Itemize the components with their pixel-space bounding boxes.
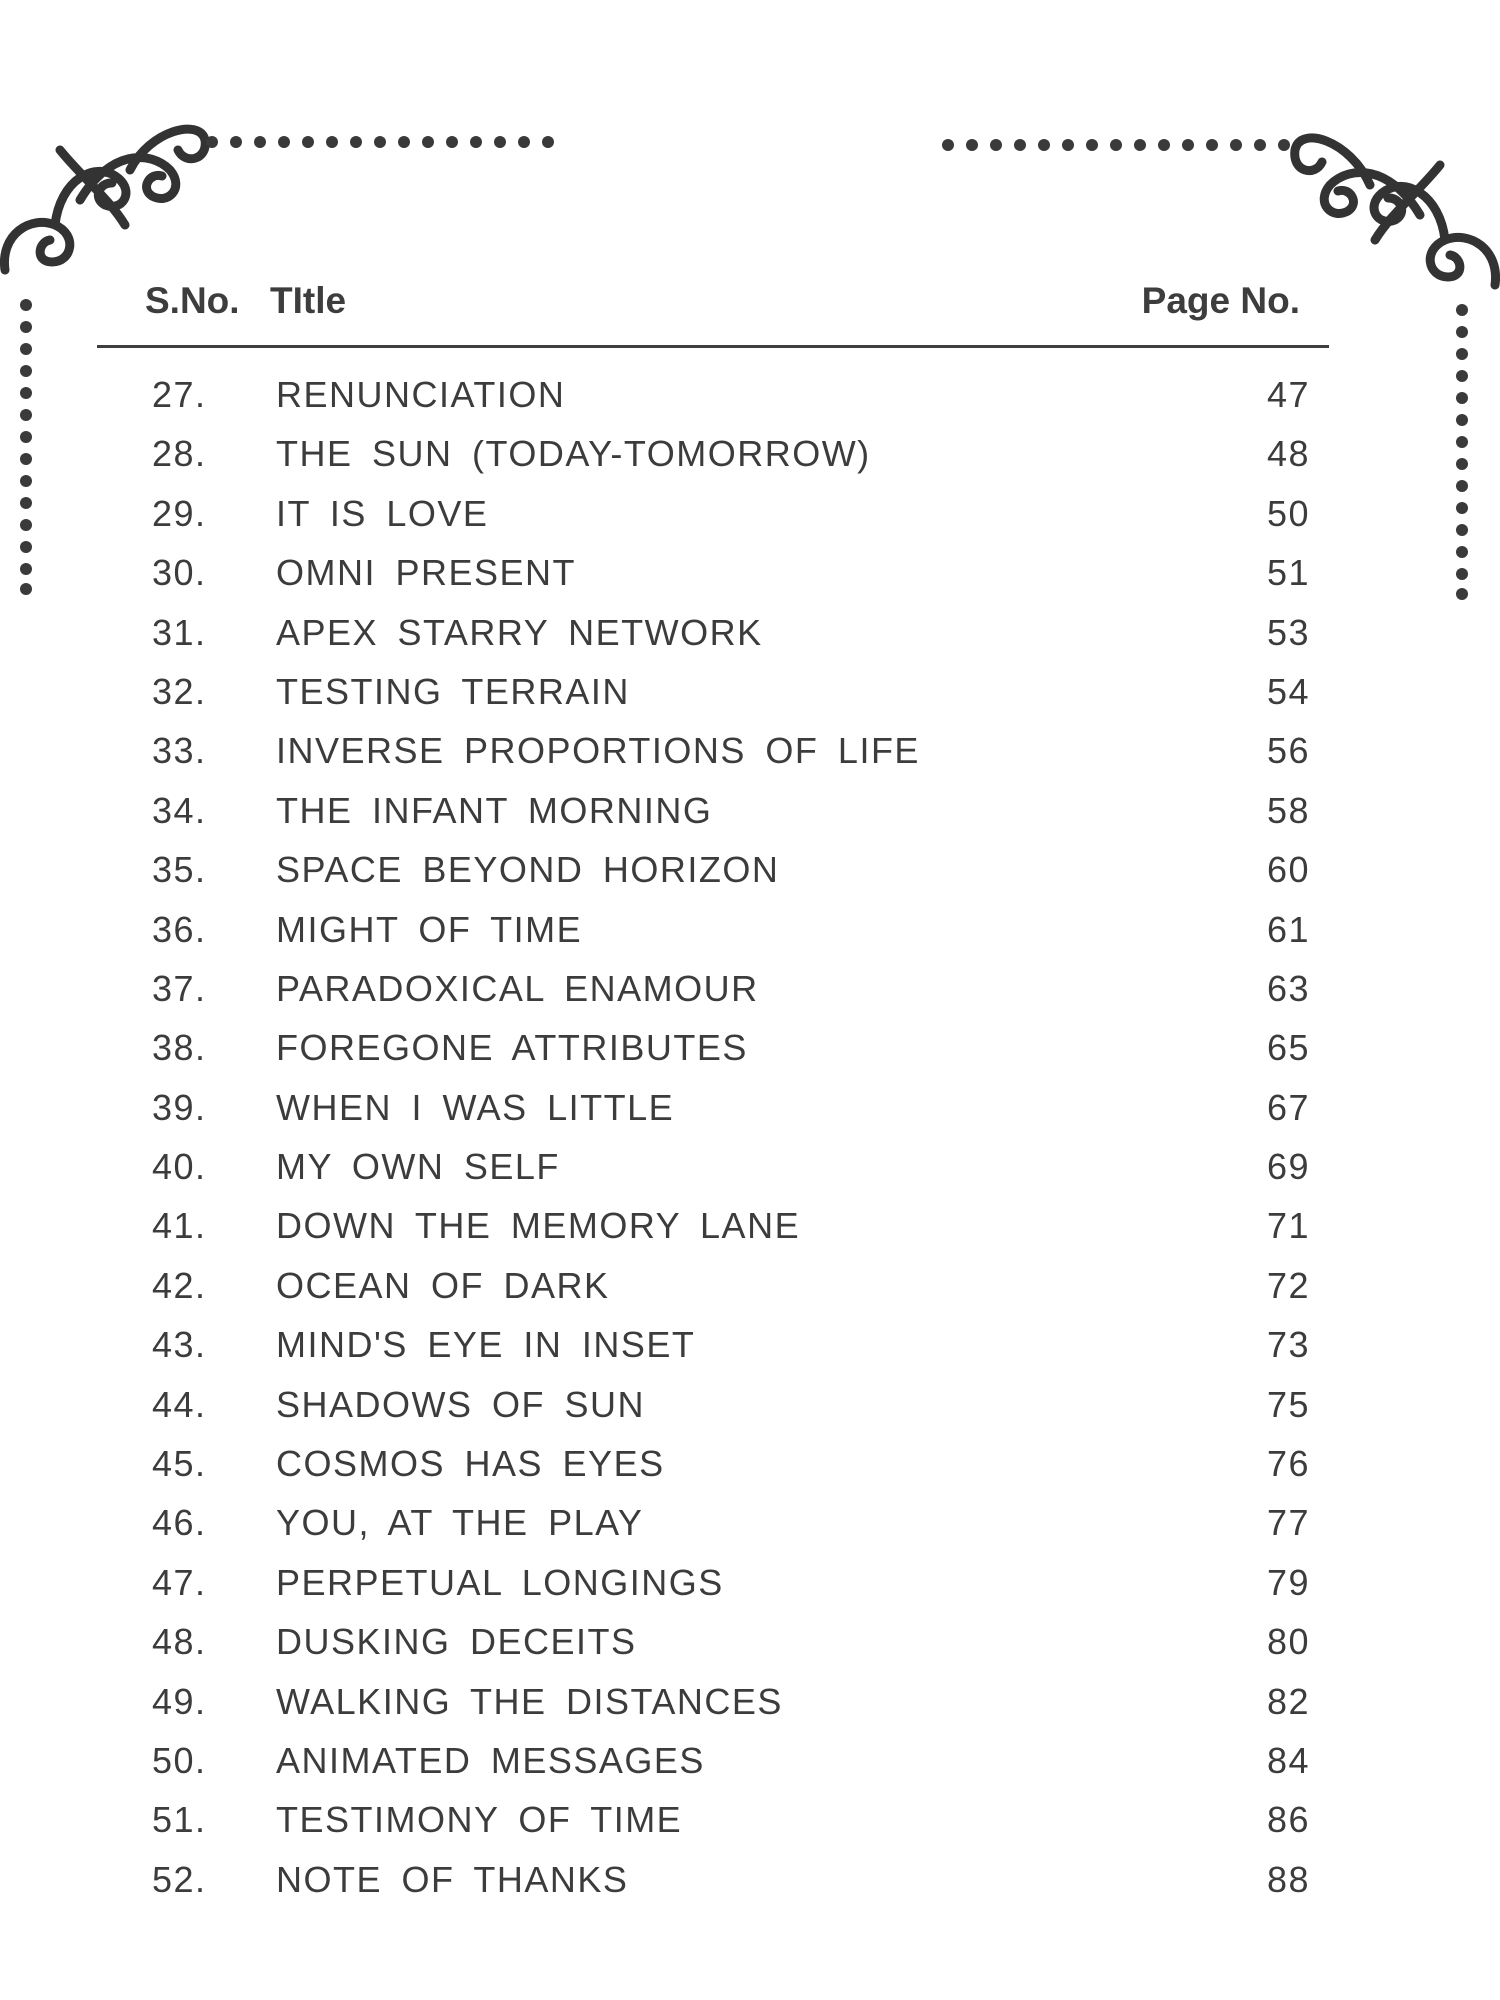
toc-entry-title: WHEN I WAS LITTLE <box>276 1086 675 1128</box>
toc-entry-number: 27. <box>152 374 207 415</box>
header-divider <box>97 345 1329 348</box>
toc-entry-title: OCEAN OF DARK <box>276 1264 610 1306</box>
toc-entry <box>100 1562 1330 1621</box>
toc-entry-page: 72 <box>1266 1264 1310 1306</box>
toc-entry-number: 50. <box>152 1739 207 1781</box>
toc-entry-number: 39. <box>152 1086 207 1128</box>
toc-entry-page: 63 <box>1266 967 1310 1009</box>
toc-entry-number: 40. <box>152 1146 207 1188</box>
toc-entry-page: 84 <box>1266 1739 1310 1781</box>
toc-entry-page: 60 <box>1266 849 1310 891</box>
toc-entry-title: IT IS LOVE <box>276 492 489 534</box>
toc-entry-page: 67 <box>1266 1086 1310 1128</box>
toc-entry-number: 29. <box>152 492 207 534</box>
toc-entry-page: 69 <box>1266 1146 1310 1188</box>
toc-entry-page: 88 <box>1266 1858 1310 1900</box>
toc-entry <box>100 493 1330 552</box>
toc-entry <box>100 1859 1330 1918</box>
toc-entry <box>100 790 1330 849</box>
toc-entry-title: SPACE BEYOND HORIZON <box>276 849 780 891</box>
toc-entry-number: 41. <box>152 1205 207 1247</box>
toc-entry <box>100 1681 1330 1740</box>
toc-entry <box>100 909 1330 968</box>
toc-entry-number: 48. <box>152 1621 207 1663</box>
toc-entry-number: 31. <box>152 611 207 653</box>
toc-entry-title: TESTING TERRAIN <box>276 670 630 712</box>
toc-entry-title: PARADOXICAL ENAMOUR <box>276 967 759 1009</box>
toc-entry-number: 32. <box>152 670 207 712</box>
toc-entry-number: 45. <box>152 1443 207 1485</box>
toc-entry <box>100 552 1330 611</box>
toc-entry-title: ANIMATED MESSAGES <box>276 1739 705 1781</box>
toc-entry-title: WALKING THE DISTANCES <box>276 1680 783 1722</box>
toc-entry-title: THE INFANT MORNING <box>276 789 713 831</box>
toc-entry-number: 30. <box>152 552 207 594</box>
toc-entry-title: DOWN THE MEMORY LANE <box>276 1205 801 1247</box>
toc-entry-page: 77 <box>1266 1502 1310 1544</box>
toc-entry-page: 47 <box>1266 374 1310 415</box>
toc-entry <box>100 374 1330 433</box>
toc-entry-title: COSMOS HAS EYES <box>276 1443 665 1485</box>
toc-entry <box>100 1502 1330 1561</box>
toc-entry-number: 35. <box>152 849 207 891</box>
toc-entry <box>100 1621 1330 1680</box>
toc-entry <box>100 1799 1330 1858</box>
toc-entry <box>100 612 1330 671</box>
toc-entry-page: 61 <box>1266 908 1310 950</box>
table-of-contents <box>100 374 1330 1918</box>
toc-entry <box>100 1027 1330 1086</box>
toc-entry-title: DUSKING DECEITS <box>276 1621 637 1663</box>
toc-entry-page: 79 <box>1266 1561 1310 1603</box>
toc-entry-number: 28. <box>152 433 207 475</box>
toc-entry-number: 49. <box>152 1680 207 1722</box>
toc-entry-title: MIND'S EYE IN INSET <box>276 1324 696 1366</box>
page-number-heading: Page No. <box>1141 280 1300 321</box>
toc-entry-page: 73 <box>1266 1324 1310 1366</box>
toc-entry <box>100 730 1330 789</box>
toc-entry-number: 43. <box>152 1324 207 1366</box>
toc-entry <box>100 968 1330 1027</box>
toc-header <box>100 280 1330 330</box>
toc-entry <box>100 1324 1330 1383</box>
toc-entry-title: TESTIMONY OF TIME <box>276 1799 683 1841</box>
toc-entry-title: FOREGONE ATTRIBUTES <box>276 1027 748 1069</box>
toc-entry-page: 76 <box>1266 1443 1310 1485</box>
toc-entry-number: 34. <box>152 789 207 831</box>
toc-entry-page: 82 <box>1266 1680 1310 1722</box>
toc-entry-number: 44. <box>152 1383 207 1425</box>
toc-entry-title: MY OWN SELF <box>276 1146 560 1188</box>
toc-entry-page: 86 <box>1266 1799 1310 1841</box>
toc-entry-number: 46. <box>152 1502 207 1544</box>
toc-entry <box>100 1443 1330 1502</box>
toc-entry-title: NOTE OF THANKS <box>276 1858 629 1900</box>
toc-entry-title: INVERSE PROPORTIONS OF LIFE <box>276 730 920 772</box>
toc-entry-page: 54 <box>1266 670 1310 712</box>
toc-entry-title: SHADOWS OF SUN <box>276 1383 646 1425</box>
toc-entry-title: THE SUN (TODAY-TOMORROW) <box>276 433 871 475</box>
toc-entry-number: 33. <box>152 730 207 772</box>
toc-entry-number: 42. <box>152 1264 207 1306</box>
toc-entry <box>100 1146 1330 1205</box>
toc-entry-page: 53 <box>1266 611 1310 653</box>
toc-entry-title: OMNI PRESENT <box>276 552 577 594</box>
toc-entry-title: APEX STARRY NETWORK <box>276 611 763 653</box>
toc-entry <box>100 1205 1330 1264</box>
toc-entry-page: 58 <box>1266 789 1310 831</box>
toc-entry-page: 71 <box>1266 1205 1310 1247</box>
toc-entry-number: 38. <box>152 1027 207 1069</box>
toc-entry-page: 56 <box>1266 730 1310 772</box>
toc-entry-number: 51. <box>152 1799 207 1841</box>
toc-entry <box>100 671 1330 730</box>
left-flourish-icon <box>4 129 205 270</box>
toc-entry <box>100 849 1330 908</box>
toc-entry-page: 65 <box>1266 1027 1310 1069</box>
toc-entry-title: MIGHT OF TIME <box>276 908 583 950</box>
right-flourish-icon <box>1295 138 1496 285</box>
toc-entry <box>100 1740 1330 1799</box>
toc-entry-number: 36. <box>152 908 207 950</box>
toc-entry <box>100 433 1330 492</box>
title-heading: TItle <box>270 280 347 321</box>
toc-entry-page: 75 <box>1266 1383 1310 1425</box>
toc-entry-page: 50 <box>1266 492 1310 534</box>
toc-entry-title: PERPETUAL LONGINGS <box>276 1561 724 1603</box>
toc-entry <box>100 1384 1330 1443</box>
toc-entry <box>100 1265 1330 1324</box>
toc-entry <box>100 1087 1330 1146</box>
toc-entry-number: 47. <box>152 1561 207 1603</box>
toc-entry-title: RENUNCIATION <box>276 374 566 415</box>
serial-number-heading: S.No. <box>145 280 240 321</box>
toc-entry-page: 48 <box>1266 433 1310 475</box>
toc-entry-number: 37. <box>152 967 207 1009</box>
toc-entry-page: 80 <box>1266 1621 1310 1663</box>
toc-entry-title: YOU, AT THE PLAY <box>276 1502 644 1544</box>
toc-entry-number: 52. <box>152 1858 207 1900</box>
toc-entry-page: 51 <box>1266 552 1310 594</box>
